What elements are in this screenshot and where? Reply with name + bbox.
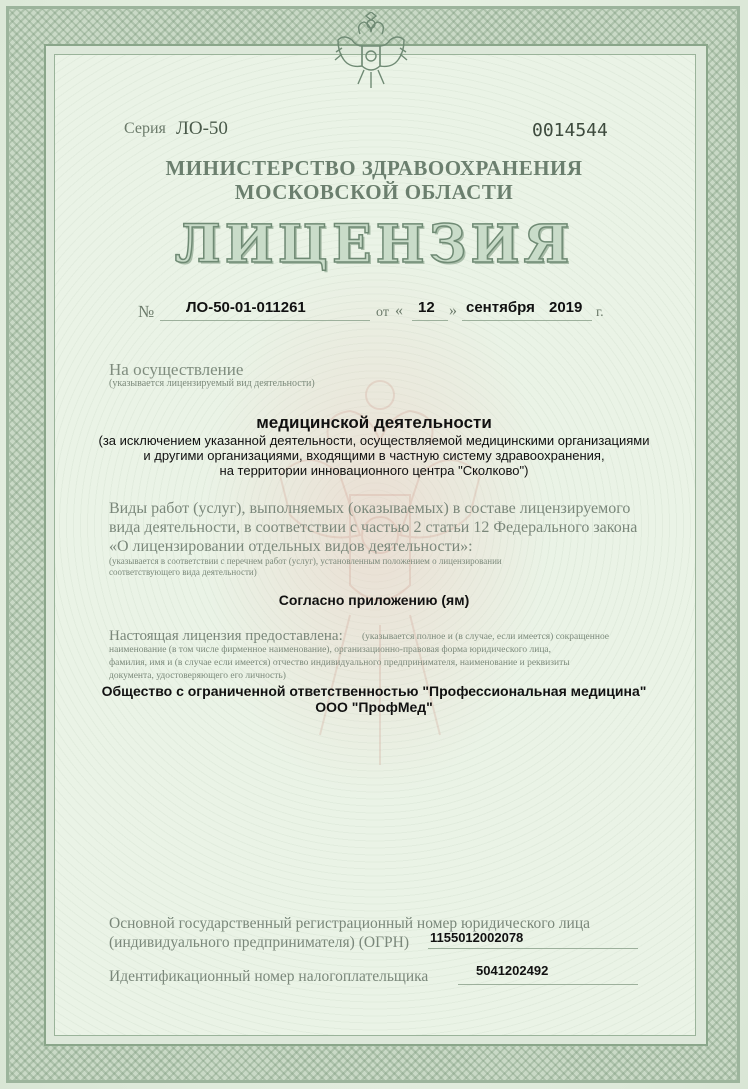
licensee-short-name: ООО "ПрофМед" — [315, 699, 433, 715]
works-hint-1: (указывается в соответствии с перечнем работ (услуг), установленным положением о лицензировании — [109, 556, 502, 566]
activity-note-3: на территории инновационного центра "Сколково") — [219, 463, 529, 478]
month-underline — [462, 320, 592, 321]
ministry-line-1: МИНИСТЕРСТВО ЗДРАВООХРАНЕНИЯ — [165, 156, 583, 180]
inn-underline — [458, 984, 638, 985]
series-value: ЛО-50 — [176, 118, 228, 139]
activity-label: На осуществление — [109, 360, 244, 379]
license-day: 12 — [418, 299, 435, 316]
license-month: сентября — [466, 299, 535, 316]
ogrn-label-1: Основной государственный регистрационный номер юридического лица — [109, 915, 591, 932]
licensee-hint-1: наименование (в том числе фирменное наименование), организационно-правовая форма юридического лица, — [109, 645, 552, 655]
licensee-name: Общество с ограниченной ответственностью "Профессиональная медицина" — [101, 683, 647, 699]
activity-hint: (указывается лицензируемый вид деятельности) — [109, 378, 315, 389]
year-suffix: г. — [596, 305, 604, 320]
number-sign: № — [138, 302, 155, 321]
ministry-line-2: МОСКОВСКОЙ ОБЛАСТИ — [234, 180, 514, 204]
inn-value: 5041202492 — [476, 963, 549, 978]
licensee-label: Настоящая лицензия предоставлена: — [109, 628, 343, 644]
day-underline — [412, 320, 448, 321]
document-title: ЛИЦЕНЗИЯ — [174, 214, 574, 275]
works-text-2: вида деятельности, в соответствии с частью 2 статьи 12 Федерального закона — [109, 519, 638, 536]
inn-label: Идентификационный номер налогоплательщика — [109, 968, 429, 985]
series-label: Серия — [124, 120, 166, 137]
quote-open: « — [395, 302, 403, 319]
licensee-hint-first: (указывается полное и (в случае, если имеется) сокращенное — [362, 632, 610, 642]
ogrn-value: 1155012002078 — [430, 930, 524, 945]
ogrn-underline — [428, 948, 638, 949]
licensee-hint-2: фамилия, имя и (в случае если имеется) отчество индивидуального предпринимателя, наименование и реквизиты — [109, 658, 570, 668]
activity-note-1: (за исключением указанной деятельности, осуществляемой медицинскими организациями — [98, 433, 650, 448]
number-underline — [160, 320, 370, 321]
activity-note-2: и другими организациями, входящими в частную систему здравоохранения, — [143, 448, 605, 463]
licensee-hint-3: документа, удостоверяющего его личность) — [109, 671, 286, 681]
license-year: 2019 — [549, 299, 583, 316]
quote-close: » — [449, 302, 457, 319]
activity-value: медицинской деятельности — [256, 413, 492, 432]
works-text-3: «О лицензировании отдельных видов деятельности»: — [109, 538, 473, 555]
coat-of-arms-icon — [330, 12, 412, 96]
serial-number: 0014544 — [532, 120, 608, 141]
ogrn-label-2: (индивидуального предпринимателя) (ОГРН) — [109, 934, 410, 951]
works-value: Согласно приложению (ям) — [278, 592, 470, 608]
works-hint-2: соответствующего вида деятельности) — [109, 567, 257, 577]
works-text-1: Виды работ (услуг), выполняемых (оказываемых) в составе лицензируемого — [109, 500, 631, 517]
license-number: ЛО-50-01-011261 — [186, 299, 306, 316]
date-from-label: от — [376, 305, 389, 320]
